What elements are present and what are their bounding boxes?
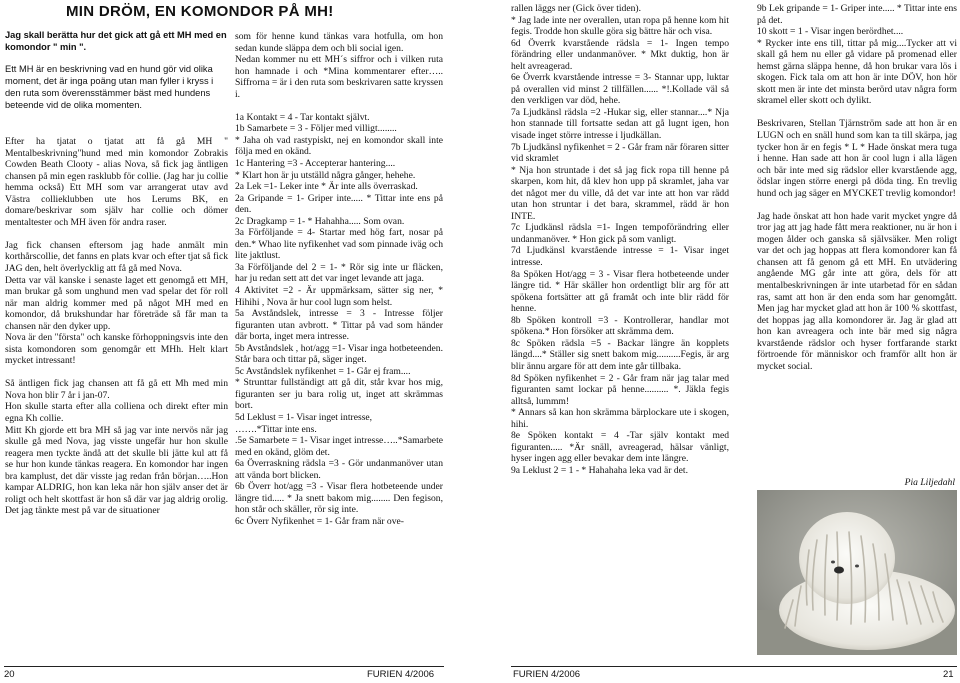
mh-comment: * Klart hon är ju utställd några gånger, hehehe. xyxy=(235,169,416,181)
mh-item: 2a Lek =1- Leker inte * Är inte alls överraskad. xyxy=(235,181,418,193)
mh-item: 7b Ljudkänsl nyfikenhet = 2 - Går fram när föraren sitter vid skramlet xyxy=(511,141,729,165)
mh-comment: …….*Tittar inte ens. xyxy=(235,423,317,435)
mh-comment: * Jaha oh vad rastypiskt, nej en komondor skall inte följa med en okänd. xyxy=(235,134,443,158)
mh-item: 6a Överraskning rädsla =3 - Gör undanmanöver utan att vända bort blicken. xyxy=(235,458,443,481)
intro-lead: Jag skall berätta hur det gick att gå ett MH med en komondor " min ". xyxy=(5,30,227,52)
mh-item: 7d Ljudkänsl kvarstående intresse = 1- Visar inget intresse. xyxy=(511,245,729,269)
mh-item: 5c Avståndslek nyfikenhet = 1- Går ej fram.... xyxy=(235,365,411,377)
mh-item: 1b Samarbete = 3 - Följer med villigt........ xyxy=(235,123,397,135)
page-number-left: 20 xyxy=(4,669,15,680)
mh-comment: * Strunttar fullständigt att gå dit, står kvar hos mig, figuranten ser ju bara rolig ut, inget att skrämmas bort. xyxy=(235,377,443,412)
article-title: MIN DRÖM, EN KOMONDOR PÅ MH! xyxy=(66,3,334,20)
paragraph: som för henne kund tänkas vara hotfulla, om hon sedan kunde släppa dem och bli social igen. xyxy=(235,31,443,54)
intro-text: Ett MH är en beskrivning vad en hund gör vid olika moment, det är inga poäng utan man fyller i kryss i den ruta som överensstämmer bäst med hundens beteende vid de olika momenten. xyxy=(5,64,214,110)
mh-item: 9a Leklust 2 = 1 - * Hahahaha leka vad är det. xyxy=(511,464,688,476)
column-2 xyxy=(235,31,443,527)
mh-comment: * Rycker inte ens till, tittar på mig....Tycker att vi skall gå hem nu eller gå vidare på promenad eller hemst gärna släppa henne, då hon brukar vara lös i skogen. Fick tala om att hon är inte DÖV, hon hör skott men är inte det minsta berörd utav några form skramel eller skott och dylikt. xyxy=(757,37,957,107)
paragraph: Jag hade önskat att hon hade varit mycket yngre då tror jag att jag hade fått mera reaktioner, nu är hon i mogen ålder och ganska så självsäker. Men roligt var det och jag hoppas att flera komondorer kan få chansen att få genom gå ett MH. En utvädering angående MG går inte att göra, dels för att mentalbeskrivningen är inte utarbetad för en sådan ras, samt att hon är den enda som har genomgått. Men jag har mycket glad att hon är 100 % skottfast, det hoppas jag alla komondorer är. Jag är glad att hon kan avreagera och inte bär med sig några kvarstående rädslor och hyser fortfarande starkt förtroende för människor och framför allt hon är mycket social. xyxy=(757,210,957,372)
mh-item: 7c Ljudkänsl rädsla =1- Ingen tempoförändring eller undanmanöver. * Hon gick på som vanligt. xyxy=(511,222,729,245)
mh-item: 2c Dragkamp = 1- * Hahahha..... Som ovan. xyxy=(235,215,405,227)
mh-item: 8a Spöken Hot/agg = 3 - Visar flera hotbeteende under längre tid. * Här skäller hon ordentligt blir arg för att spökena fortsätter att gå framåt och inte blir rädd för henne. xyxy=(511,268,729,315)
footer-rule-left xyxy=(4,666,444,667)
mh-item: 2a Gripande = 1- Griper inte..... * Tittar inte ens på den. xyxy=(235,192,443,216)
paragraph: Nova är den "första" och kanske förhoppningsvis inte den sista komondoren som genomgår ett MHh. Helt klart mycket intressant! xyxy=(5,332,228,367)
paragraph: Beskrivaren, Stellan Tjärnström sade att hon är en LUGN och en snäll hund som kan ta till skärpa, jag tycker hon är en fegis * L * Hade önskat mera tuga i henne. Han sade att hon är cool lugn i alla lägen och bär inte med sig rädslor eller kvarstående agg, ödslar ingen större energi på döda ting. En trevlig hund och jag säger en MYCKET trevlig komondor! xyxy=(757,118,957,199)
paragraph: Mitt Kh gjorde ett bra MH så jag var inte nervös när jag skulle gå med Nova, jag visste ungefär hur hon skulle reagera men tyckte ändå att det skulle bli jätte kul att få se hur hon kunde tänkas reagera. En komondor har ingen bra kamplust, det där visste jag redan från början…..Hon kampar ALDRIG, hon kan leka när hon själv anser det är roligt och helt skottfast är hon så där var jag aldrig orolig. Det jag tänkte mest på var de situationer xyxy=(5,424,228,517)
mh-item: 7a Ljudkänsl rädsla =2 -Hukar sig, eller stannar....* Nja hon stannade till fortsatte sedan att gå lugnt igen, hon visade inget större intresse i ljudkällan. xyxy=(511,106,729,142)
mh-item: 9b Lek gripande = 1- Griper inte..... * Tittar inte ens på det. xyxy=(757,3,957,26)
mh-item: 6e Överrk kvarstående intresse = 3- Stannar upp, luktar på overallen vid minst 2 tillfällen...... *!.Kollade väl så den verkligen var död, hehe. xyxy=(511,72,729,107)
paragraph: rallen läggs ner (Gick över tiden). xyxy=(511,3,641,14)
mh-item: 3a Förföljande del 2 = 1- * Rör sig inte ur fläcken, har ju redan sett att det var inget levande att jaga. xyxy=(235,261,443,285)
mh-item: 10 skott = 1 - Visar ingen berördhet.... xyxy=(757,26,904,38)
column-3 xyxy=(511,3,729,476)
paragraph: Efter ha tjatat o tjatat att få gå MH " Mentalbeskrivning"hund med min komondor Zobrakis Cowden Beath Clooty - alias Nova, så fick jag äntligen chansen på min egen rasklubb för collie. (Jag har ju collie hemma också) Ett MH som var arrangerat utav avd Västra collieklubben ute hos Lerums BK, en domare/beskrivar som själv har collie och dömer mentaltester och MH även för andra raser. xyxy=(5,136,228,228)
magazine-issue-left: FURIEN 4/2006 xyxy=(367,669,435,680)
mh-comment: * Nja hon struntade i det så jag fick ropa till henne på skarpen, kom hit, då klev hon upp på skramlet, jaha var det något mer du ville, då det var inte att hon var rädd utan hon struntar i det bara, skrammel, rädd är hon INTE. xyxy=(511,164,729,222)
paragraph: Hon skulle starta efter alla colliena och direkt efter min egna Kh collie. xyxy=(5,401,228,425)
paragraph: Så äntligen fick jag chansen att få gå ett Mh med min Nova hon blir 7 år i jan-07. xyxy=(5,378,228,401)
mh-item: 5d Leklust = 1- Visar inget intresse, xyxy=(235,412,373,423)
mh-comment: * Jag lade inte ner overallen, utan ropa på henne kom hit fegis. Trodde hon skulle göra sig bättre här och visa. xyxy=(511,14,729,38)
mh-item: 5b Avståndslek , hot/agg =1- Visar inga hotbeteenden. Står bara och tittar på, säger inget. xyxy=(235,342,443,366)
page-number-right: 21 xyxy=(943,669,954,680)
mh-item: 8b Spöken kontroll =3 - Kontrollerar, handlar mot spökena.* Hon försöker att skrämma dem. xyxy=(511,314,729,338)
dog-photo xyxy=(757,490,957,655)
mh-item: 6d Överrk kvarstående rädsla = 1- Ingen tempo förändring eller undanmanöver. * Mkt duktig, hon är helt avreagerad. xyxy=(511,37,729,72)
mh-item: 5a Avståndslek, intresse = 3 - Intresse följer figuranten utan avbrott. * Tittar på vad som händer där borta, inget mera intresse. xyxy=(235,308,443,343)
mh-item: .5e Samarbete = 1- Visar inget intresse…..*Samarbete med en okänd, glöm det. xyxy=(235,435,443,458)
paragraph: Detta var väl kanske i senaste laget ett genomgå ett MH, man brukar gå som unghund men vad spelar det för roll när man aldrig kommer med på något MH med en komondor, då brukshundar har företräde så får man ta chansen när den dyker upp. xyxy=(5,274,228,332)
mh-item: 8c Spöken rädsla =5 - Backar längre än kopplets längd....* Ställer sig snett bakom mig..........Fegis, är arg blir ännu argare för att dem inte går tillbaka. xyxy=(511,337,729,372)
column-4 xyxy=(757,3,957,372)
magazine-issue-right: FURIEN 4/2006 xyxy=(513,669,581,680)
mh-item: 8e Spöken kontakt = 4 -Tar själv kontakt med figuranten..... *Är snäll, avreagerad, hälsar vänligt, hyser ingen agg eller bevakar dem inte längre. xyxy=(511,430,729,465)
paragraph: Jag fick chansen eftersom jag hade anmält min korthårscollie, det fanns en plats kvar och efter tjat så fick JAG den, helt överlycklig att få gå med Nova. xyxy=(5,239,228,274)
paragraph: Nedan kommer nu ett MH´s siffror och i vilken ruta hon hamnade i och *Mina kommentarer efter….. Siffrorna = är i den ruta som beskrivaren satte kryssen i. xyxy=(235,54,443,100)
mh-item: 6b Överr hot/agg =3 - Visar flera hotbeteende under längre tid..... * Ja snett bakom mig........ Den fegison, hon står och skäller, rör sig inte. xyxy=(235,481,443,516)
mh-item: 1a Kontakt = 4 - Tar kontakt självt. xyxy=(235,111,370,123)
author-credit: Pia Liljedahl xyxy=(904,477,955,488)
column-1 xyxy=(5,136,228,517)
mh-item: 1c Hantering =3 - Accepterar hantering.... xyxy=(235,157,396,169)
mh-item: 3a Förföljande = 4- Startar med hög fart, nosar på den.* Whao lite nyfikenhet vad som pinnade iväg och lite jaktlust. xyxy=(235,227,443,262)
mh-item: 4 Aktivitet =2 - Är uppmärksam, sätter sig ner, * Hihihi , Nova är hur cool lugn som helst. xyxy=(235,284,443,308)
intro-box xyxy=(5,30,228,111)
mh-item: 8d Spöken nyfikenhet = 2 - Går fram när jag talar med figuranten samt lockar på henne.......... *. Jäkla fegis alltså, lummm! xyxy=(511,372,729,407)
mh-comment: * Annars så kan hon skrämma bärplockare ute i skogen, hihi. xyxy=(511,407,729,430)
footer-rule-right xyxy=(511,666,957,667)
mh-item: 6c Överr Nyfikenhet = 1- Går fram när ove- xyxy=(235,515,404,527)
